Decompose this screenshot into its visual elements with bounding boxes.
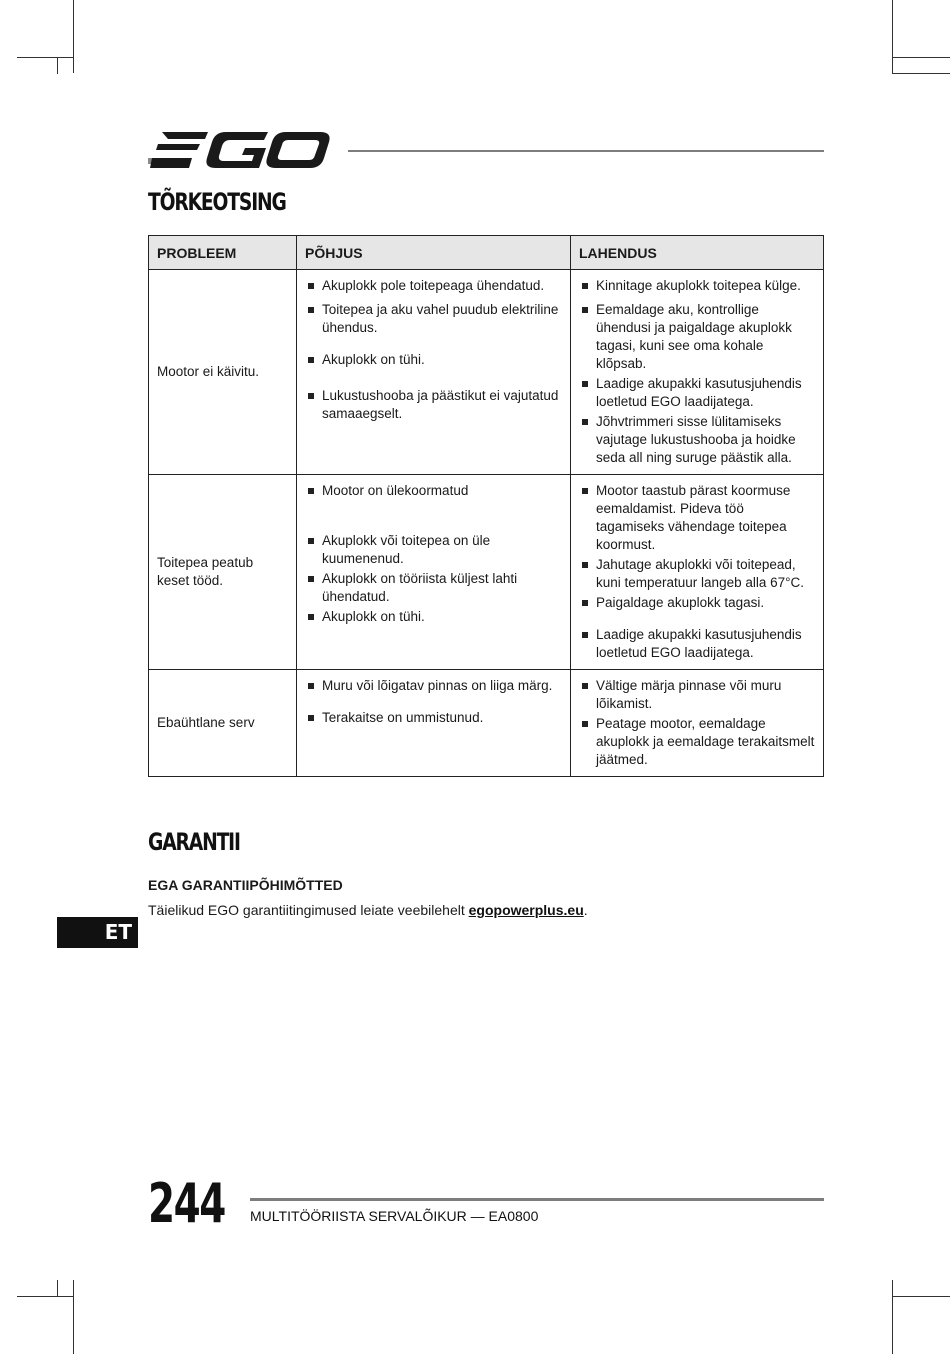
warranty-text — [148, 902, 588, 918]
ego-logo — [148, 128, 332, 172]
solution-item: Vältige märja pinnase või muru lõikamist. — [579, 677, 815, 713]
crop-mark — [73, 0, 74, 73]
cause-list — [305, 277, 562, 435]
cause-list — [305, 677, 562, 739]
warranty-text-end: . — [583, 902, 588, 918]
solution-item: Eemaldage aku, kontrollige ühendusi ja paigaldage akuplokk tagasi, kuni see oma kohale klõpsab. — [579, 301, 815, 373]
solution-item: Paigaldage akuplokk tagasi. — [579, 594, 815, 624]
table-header-row — [149, 236, 824, 270]
crop-mark — [892, 1296, 950, 1297]
cause-item: Akuplokk on tühi. — [305, 351, 562, 385]
cause-item: Akuplokk või toitepea on üle kuumenenud. — [305, 532, 562, 568]
problem-cell: Ebaühtlane serv — [149, 670, 297, 777]
cause-cell — [297, 475, 571, 670]
table-row — [149, 670, 824, 777]
solution-item: Kinnitage akuplokk toitepea külge. — [579, 277, 815, 299]
solution-cell — [571, 270, 824, 475]
cause-item: Muru või lõigatav pinnas on liiga märg. — [305, 677, 562, 707]
table-row — [149, 270, 824, 475]
cause-item: Terakaitse on ummistunud. — [305, 709, 562, 739]
crop-mark — [892, 0, 893, 73]
language-tab-label: ET — [104, 920, 132, 944]
problem-cell: Toitepea peatub keset tööd. — [149, 475, 297, 670]
table-row — [149, 475, 824, 670]
solution-item: Jahutage akuplokki või toitepead, kuni temperatuur langeb alla 67°C. — [579, 556, 815, 592]
solution-item: Mootor taastub pärast koormuse eemaldamist. Pideva töö tagamiseks vähendage toitepea koormust. — [579, 482, 815, 554]
crop-mark — [57, 57, 58, 74]
footer-rule — [250, 1198, 824, 1201]
table-body — [149, 270, 824, 777]
solution-cell — [571, 475, 824, 670]
problem-cell: Mootor ei käivitu. — [149, 270, 297, 475]
warranty-link[interactable]: egopowerplus.eu — [468, 902, 584, 918]
cause-item: Akuplokk on tühi. — [305, 608, 562, 638]
solution-cell — [571, 670, 824, 777]
cause-item: Lukustushooba ja päästikut ei vajutatud samaaegselt. — [305, 387, 562, 435]
crop-mark — [892, 57, 950, 58]
troubleshooting-table — [148, 235, 824, 777]
solution-item: Peatage mootor, eemaldage akuplokk ja eemaldage terakaitsmelt jäätmed. — [579, 715, 815, 769]
crop-mark — [892, 73, 950, 74]
warranty-subtitle: EGA GARANTIIPÕHIMÕTTED — [148, 877, 343, 893]
warranty-title: GARANTII — [148, 828, 240, 856]
solution-list — [579, 277, 815, 467]
footer-title: MULTITÖÖRIISTA SERVALÕIKUR — EA0800 — [250, 1208, 539, 1224]
cause-cell — [297, 270, 571, 475]
solution-item: Laadige akupakki kasutusjuhendis loetletud EGO laadijatega. — [579, 626, 815, 662]
header-rule — [348, 150, 824, 152]
cause-item: Toitepea ja aku vahel puudub elektriline ühendus. — [305, 301, 562, 349]
cause-item: Mootor on ülekoormatud — [305, 482, 562, 530]
solution-item: Laadige akupakki kasutusjuhendis loetletud EGO laadijatega. — [579, 375, 815, 411]
cause-item: Akuplokk pole toitepeaga ühendatud. — [305, 277, 562, 299]
troubleshooting-title: TÕRKEOTSING — [148, 188, 286, 216]
header-solution: LAHENDUS — [571, 236, 824, 270]
crop-mark — [892, 1280, 893, 1354]
crop-mark — [73, 1280, 74, 1354]
solution-item: Jõhvtrimmeri sisse lülitamiseks vajutage lukustushooba ja hoidke seda all ning suruge päästik alla. — [579, 413, 815, 467]
solution-list — [579, 482, 815, 662]
cause-list — [305, 482, 562, 638]
cause-cell — [297, 670, 571, 777]
language-tab — [57, 917, 138, 948]
warranty-text-body: Täielikud EGO garantiitingimused leiate veebilehelt — [148, 902, 469, 918]
crop-mark — [17, 57, 74, 58]
cause-item: Akuplokk on tööriista küljest lahti ühendatud. — [305, 570, 562, 606]
page-number: 244 — [148, 1172, 225, 1235]
crop-mark — [57, 1280, 58, 1297]
crop-mark — [17, 1296, 74, 1297]
solution-list — [579, 677, 815, 769]
header-problem: PROBLEEM — [149, 236, 297, 270]
header-cause: PÕHJUS — [297, 236, 571, 270]
